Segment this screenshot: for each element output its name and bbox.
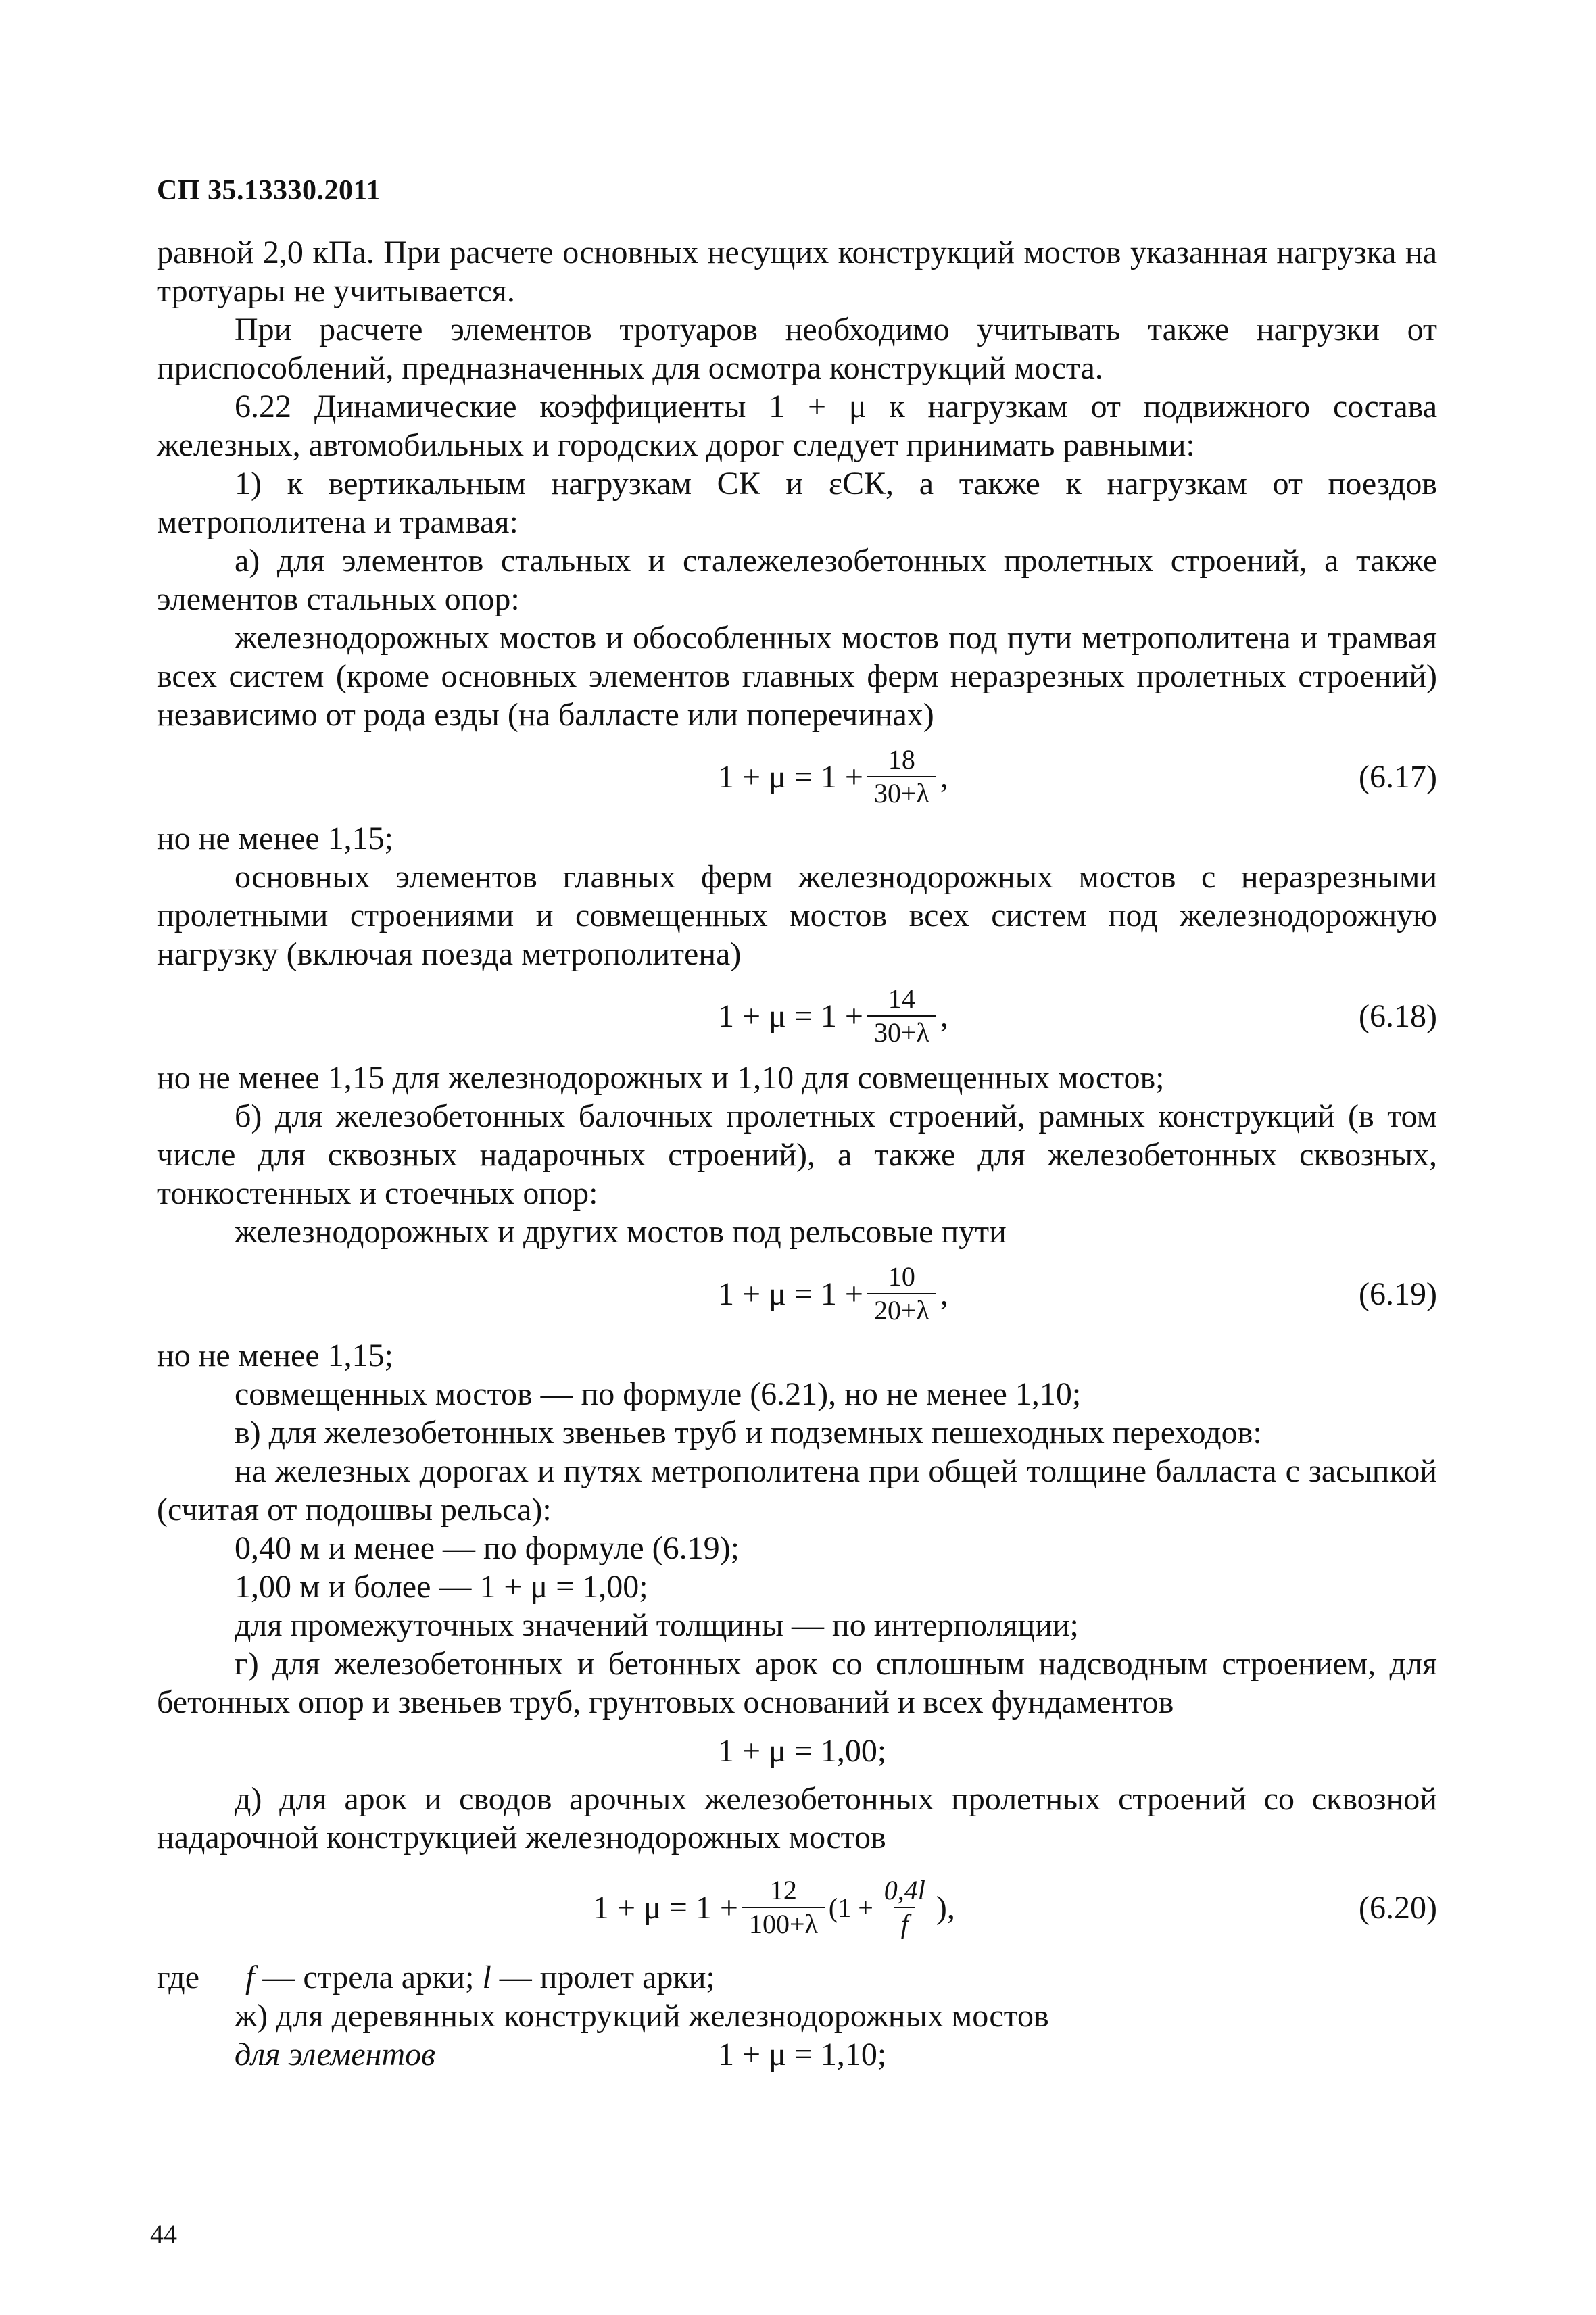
- denominator: 30+λ: [867, 776, 936, 808]
- numerator: 0,4l: [884, 1875, 925, 1905]
- formula-6-19: [157, 1251, 1437, 1336]
- paragraph: в) для железобетонных звеньев труб и подземных пешеходных переходов:: [235, 1415, 1262, 1451]
- formula-lhs: 1 + μ = 1 +: [718, 758, 863, 795]
- formula-g: [157, 1722, 1437, 1780]
- where-text-b: — пролет арки;: [491, 1959, 715, 1995]
- paragraph: ж) для деревянных конструкций железнодорожных мостов: [235, 1998, 1049, 2034]
- elements-label: для элементов: [235, 2037, 435, 2072]
- formula-6-17: [157, 734, 1437, 819]
- body-text: [157, 233, 1437, 2074]
- fraction: [867, 745, 936, 808]
- formula-lhs: 1 + μ = 1 +: [593, 1889, 738, 1926]
- formula-tail: ,: [940, 1275, 948, 1312]
- document-code-header: СП 35.13330.2011: [157, 175, 381, 206]
- paragraph: равной 2,0 кПа. При расчете основных несущих конструкций мостов указанная нагрузка на тротуары не учитывается.: [157, 235, 1437, 309]
- formula-tail: ,: [940, 998, 948, 1034]
- paragraph: но не менее 1,15;: [157, 1338, 393, 1373]
- paragraph: железнодорожных мостов и обособленных мостов под пути метрополитена и трамвая всех систем (кроме основных элементов главных ферм неразрезных пролетных строений) независимо от рода езды (на балласте или поперечинах): [157, 620, 1437, 733]
- numerator: 14: [888, 983, 915, 1014]
- numerator: 18: [888, 744, 915, 775]
- paragraph: железнодорожных и других мостов под рельсовые пути: [235, 1214, 1007, 1250]
- paragraph: 1,00 м и более — 1 + μ = 1,00;: [235, 1569, 648, 1605]
- page-number: 44: [150, 2219, 177, 2249]
- fraction: [867, 984, 936, 1048]
- elements-formula: 1 + μ = 1,10;: [718, 2037, 887, 2072]
- paragraph: 0,40 м и менее — по формуле (6.19);: [235, 1530, 740, 1566]
- paragraph-elements: [157, 2035, 1437, 2074]
- where-text-a: — стрела арки;: [254, 1959, 483, 1995]
- equation-number: (6.19): [1359, 1275, 1437, 1312]
- formula-tail: ,: [940, 758, 948, 795]
- paragraph: основных элементов главных ферм железнодорожных мостов с неразрезными пролетными строениями и совмещенных мостов всех систем под железнодорожную нагрузку (включая поезда метрополитена): [157, 859, 1437, 972]
- denominator: 100+λ: [742, 1907, 825, 1939]
- paragraph: 6.22 Динамические коэффициенты 1 + μ к нагрузкам от подвижного состава железных, автомобильных и городских дорог следует принимать равными:: [157, 389, 1437, 463]
- paragraph: совмещенных мостов — по формуле (6.21), но не менее 1,10;: [235, 1376, 1082, 1412]
- equation-number: (6.17): [1359, 758, 1437, 795]
- paragraph: б) для железобетонных балочных пролетных строений, рамных конструкций (в том числе для сквозных надарочных строений), а также для железобетонных сквозных, тонкостенных и стоечных опор:: [157, 1098, 1437, 1211]
- paragraph: д) для арок и сводов арочных железобетонных пролетных строений со сквозной надарочной конструкцией железнодорожных мостов: [157, 1781, 1437, 1855]
- denominator: f: [894, 1907, 915, 1939]
- paragraph: 1) к вертикальным нагрузкам СК и εСК, а также к нагрузкам от поездов метрополитена и трамвая:: [157, 466, 1437, 540]
- fraction: [877, 1876, 932, 1939]
- paragraph: но не менее 1,15;: [157, 821, 393, 856]
- where-lead: где: [157, 1959, 200, 1995]
- equation-number: (6.18): [1359, 998, 1437, 1034]
- var-l: l: [482, 1959, 491, 1995]
- paragraph: но не менее 1,15 для железнодорожных и 1,10 для совмещенных мостов;: [157, 1060, 1165, 1096]
- paragraph: г) для железобетонных и бетонных арок со сплошным надсводным строением, для бетонных опор и звеньев труб, грунтовых оснований и всех фундаментов: [157, 1646, 1437, 1720]
- paragraph: для промежуточных значений толщины — по интерполяции;: [235, 1607, 1079, 1643]
- paragraph-where: [157, 1958, 1437, 1997]
- paragraph: а) для элементов стальных и сталежелезобетонных пролетных строений, а также элементов стальных опор:: [157, 543, 1437, 617]
- fraction: [742, 1876, 825, 1939]
- formula-6-18: [157, 973, 1437, 1058]
- fraction: [867, 1262, 936, 1325]
- numerator: 12: [769, 1875, 797, 1905]
- denominator: 20+λ: [867, 1293, 936, 1325]
- equation-number: (6.20): [1359, 1889, 1437, 1926]
- var-f: f: [245, 1959, 255, 1995]
- formula-tail: ),: [936, 1889, 955, 1926]
- formula-text: 1 + μ = 1,00;: [718, 1732, 887, 1769]
- formula-6-20: [157, 1857, 1437, 1958]
- paragraph: на железных дорогах и путях метрополитена при общей толщине балласта с засыпкой (считая от подошвы рельса):: [157, 1453, 1437, 1528]
- formula-lhs: 1 + μ = 1 +: [718, 1275, 863, 1312]
- formula-mid: (1 +: [828, 1892, 873, 1923]
- paragraph: При расчете элементов тротуаров необходимо учитывать также нагрузки от приспособлений, предназначенных для осмотра конструкций моста.: [157, 312, 1437, 386]
- numerator: 10: [888, 1261, 915, 1292]
- formula-lhs: 1 + μ = 1 +: [718, 998, 863, 1034]
- denominator: 30+λ: [867, 1015, 936, 1048]
